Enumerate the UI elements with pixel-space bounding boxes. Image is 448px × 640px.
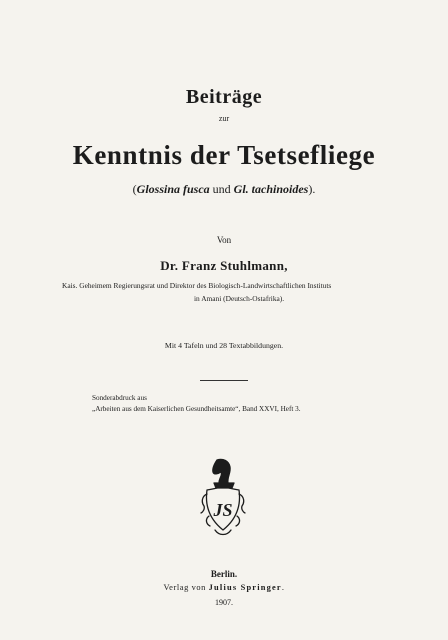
author-affiliation-line-2: in Amani (Deutsch-Ostafrika). <box>194 294 285 303</box>
reprint-note: Sonderabdruck aus <box>92 394 147 402</box>
subtitle-and: und <box>209 182 234 196</box>
publisher-line <box>0 583 448 592</box>
illustrations-note: Mit 4 Tafeln und 28 Textabbildungen. <box>164 341 284 350</box>
publisher-name: Julius Springer <box>208 583 282 592</box>
author-affiliation-line-1: Kais. Geheimem Regierungsrat und Direktor des Biologisch-Landwirtschaftlichen Instituts <box>62 281 332 290</box>
title-line-1: Beiträge <box>185 86 263 108</box>
subtitle-species-2: Gl. tachinoides <box>233 182 309 196</box>
reprint-source: „Arbeiten aus dem Kaiserlichen Gesundheitsamte“, Band XXVI, Heft 3. <box>92 405 301 413</box>
logo-monogram: JS <box>213 500 233 520</box>
author-name: Dr. Franz Stuhlmann, <box>160 258 288 273</box>
publisher-prefix: Verlag von <box>163 583 209 592</box>
subtitle <box>0 182 448 197</box>
publication-year: 1907. <box>215 598 233 607</box>
main-title: Kenntnis der Tsetsefliege <box>72 140 376 170</box>
divider-rule <box>200 380 248 381</box>
subtitle-open: ( <box>132 182 137 196</box>
by-line: Von <box>216 235 232 245</box>
title-connector: zur <box>218 114 230 123</box>
springer-chess-knight-emblem-icon <box>197 456 249 540</box>
subtitle-close: ). <box>308 182 316 196</box>
publication-city: Berlin. <box>210 569 238 579</box>
publisher-suffix: . <box>281 583 285 592</box>
subtitle-species-1: Glossina fusca <box>136 182 210 196</box>
